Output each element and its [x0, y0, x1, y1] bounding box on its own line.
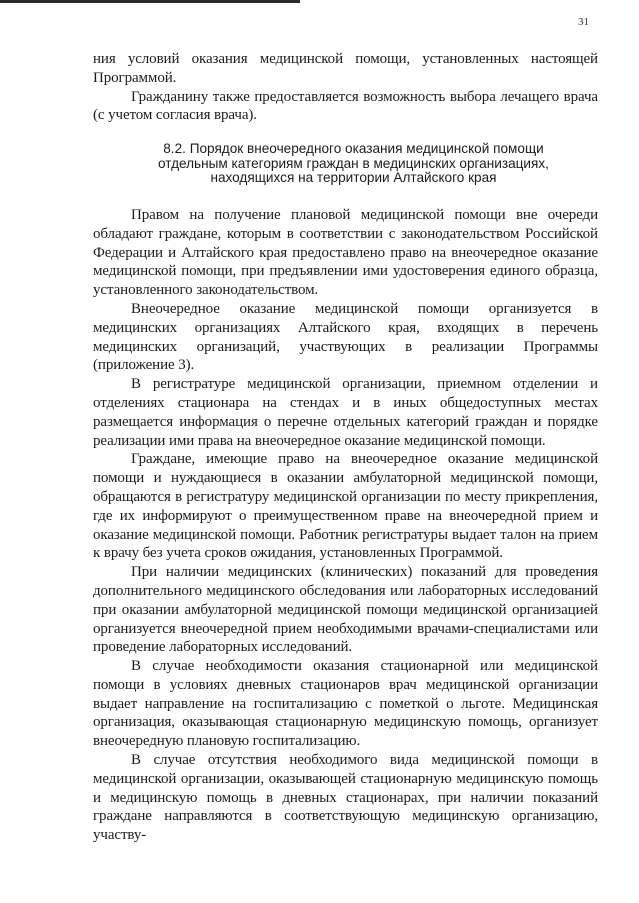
page-number: 31 — [578, 16, 589, 28]
paragraph-examination: При наличии медицинских (клинических) показаний для проведения дополнительного медицинского обследования или лабораторных исследований при оказании амбулаторной медицинской помощи медицинской организацией организуется внеочередной прием необходимыми врачами-специалистами или проведение лабораторных исследований. — [93, 564, 598, 656]
document-body — [93, 50, 598, 845]
intro-continuation: ния условий оказания медицинской помощи, установленных настоящей Программой. — [93, 51, 598, 86]
paragraph-information: В регистратуре медицинской организации, приемном отделении и отделениях стационара на стендах и в иных общедоступных местах размещается информация о перечне отдельных категорий граждан и порядке реализации ими права на внеочередное оказание медицинской помощи. — [93, 376, 598, 449]
paragraph-outpatient: Граждане, имеющие право на внеочередное оказание медицинской помощи и нуждающиеся в оказании амбулаторной медицинской помощи, обращаются в регистратуру медицинской организации по месту прикрепления, где их информируют о преимущественном праве на внеочередной прием и оказание медицинской помощи. Работник регистратуры выдает талон на прием к врачу без учета сроков ожидания, установленных Программой. — [93, 451, 598, 562]
top-edge-rule — [0, 0, 300, 3]
paragraph-hospitalization: В случае необходимости оказания стационарной или медицинской помощи в условиях дневных стационаров врач медицинской организации выдает направление на госпитализацию с пометкой о льготе. Медицинская организация, оказывающая стационарную медицинскую помощь, организует внеочередную плановую госпитализацию. — [93, 658, 598, 750]
paragraph-organization: Внеочередное оказание медицинской помощи организуется в медицинских организациях Алтайского края, входящих в перечень медицинских организаций, участвующих в реализации Программы (приложение 3). — [93, 300, 598, 374]
paragraph-right-to-priority: Правом на получение плановой медицинской помощи вне очереди обладают граждане, которым в соответствии с законодательством Российской Федерации и Алтайского края предоставлено право на внеочередное оказание медицинской помощи, при предъявлении ими удостоверения единого образца, установленного законодательством. — [93, 206, 598, 299]
paragraph-referral: В случае отсутствия необходимого вида медицинской помощи в медицинской организации, оказывающей стационарную медицинскую помощь и медицинскую помощь в дневных стационарах, при наличии показаний граждане направляются в соответствующую медицинскую организацию, участву- — [93, 752, 598, 844]
intro-paragraph: Гражданину также предоставляется возможность выбора лечащего врача (с учетом согласия врача). — [93, 88, 598, 124]
section-heading: 8.2. Порядок внеочередного оказания медицинской помощи отдельным категориям граждан в медицинских организациях, находящихся на территории Алтайского края — [158, 141, 549, 186]
